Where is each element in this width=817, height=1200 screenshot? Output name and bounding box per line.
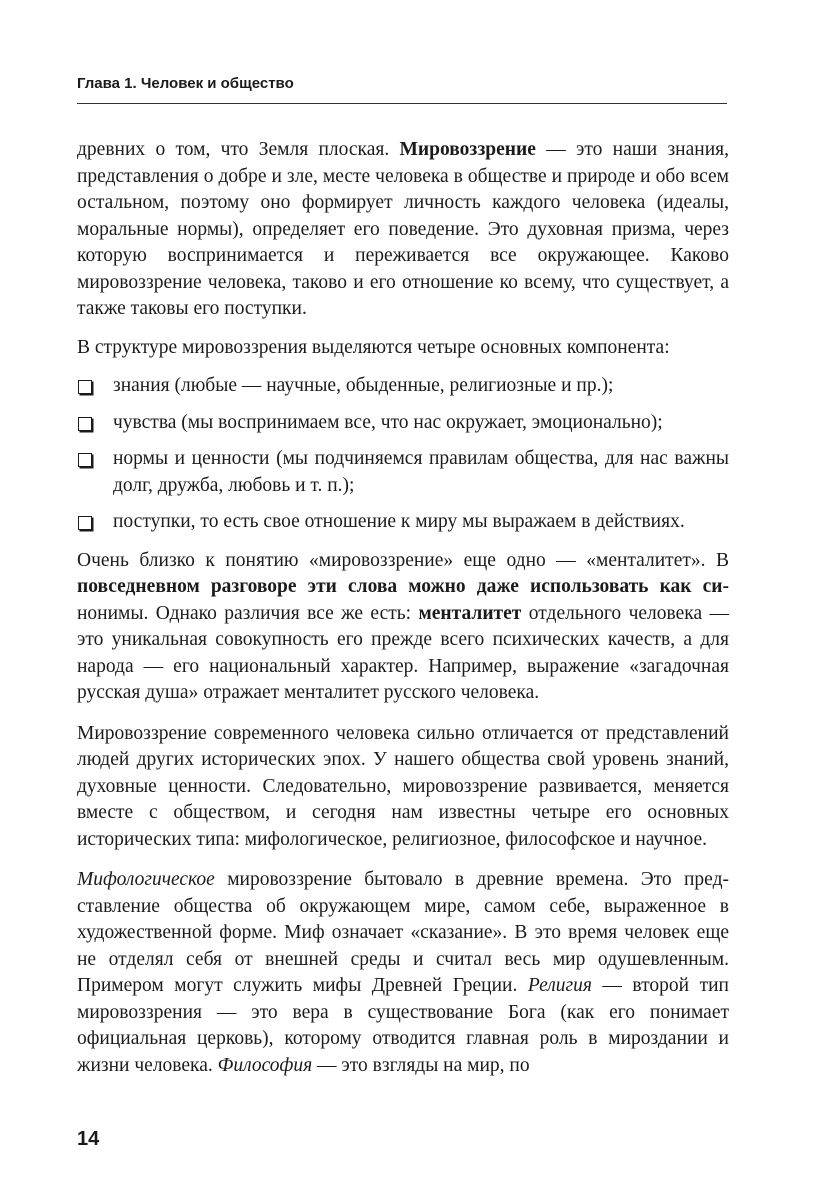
checkbox-bullet-icon xyxy=(78,417,92,431)
running-head-title: Глава 1. Человек и общество xyxy=(77,75,294,92)
paragraph-text: — это взгляды на мир, по xyxy=(312,1054,530,1076)
checkbox-bullet-icon xyxy=(78,380,92,394)
paragraph-mentality xyxy=(77,548,729,707)
checkbox-bullet-icon xyxy=(78,453,92,467)
paragraph-historical-types: Мировоззрение современного человека сильно отличается от представлений людей других исторических эпох. У нашего общества свой уровень знаний, духовные ценности. Следовательно, мировоззрение развивается, меняется вместе с обществом, и сегодня нам известны четыре его основных исторических типа: мифологическое, религиозное, философское и научное. xyxy=(77,722,729,850)
paragraph-lead-text: Очень близко к понятию «мировоззрение» еще одно — «менталитет». В xyxy=(77,549,729,571)
list-item xyxy=(77,373,729,400)
list-item-text: нормы и ценности (мы подчиняемся правилам общества, для нас важны долг, дружба, любовь и т. п.); xyxy=(113,448,729,496)
list-item-text: поступки, то есть свое отношение к миру мы выражаем в действиях. xyxy=(113,511,685,532)
paragraph-text: — это наши знания, представления о добре и зле, месте человека в обществе и природе и обо всем остальном, поэтому оно формирует личность каждого человека (идеалы, моральные нормы), определяет его поведение. Это духовная призма, через которую воспринимается и переживается все окружающее. Каково мировоззрение человека, таково и его отношение ко всему, что существует, а также таковы его поступки. xyxy=(77,139,729,319)
term-philosophy: Философия xyxy=(217,1054,313,1076)
paragraph-text: отдельного человека — это уникальная совокупность его прежде всего психических качеств, а для народа — его национальный характер. Например, выражение «загадочная русская душа» отражает менталитет русского человека. xyxy=(77,602,729,703)
paragraph-components-intro: В структуре мировоззрения выделяются четыре основных компонента: xyxy=(77,336,670,358)
checkbox-bullet-icon xyxy=(78,516,92,530)
paragraph-worldview-definition xyxy=(77,137,729,323)
bold-phrase: повседневном разговоре эти слова можно даже использовать как си xyxy=(77,576,729,597)
list-item xyxy=(77,509,729,536)
list-item-text: знания (любые — научные, обыденные, религиозные и пр.); xyxy=(113,375,614,396)
paragraph-lead-text: древних о том, что Земля плоская. xyxy=(77,139,400,160)
list-item-text: чувства (мы воспринимаем все, что нас окружает, эмоционально); xyxy=(113,411,663,433)
paragraph-text: нонимы. Однако различия все же есть: xyxy=(77,602,419,624)
term-mythological: Мифологическое xyxy=(77,869,215,890)
page-body xyxy=(77,137,729,1091)
worldview-components-list xyxy=(77,373,729,536)
term-religion: Религия xyxy=(527,975,592,996)
list-item xyxy=(77,446,729,499)
term-mentality: менталитет xyxy=(418,602,522,624)
term-worldview: Мировоззрение xyxy=(399,139,536,160)
list-item xyxy=(77,410,729,437)
paragraph-mythological xyxy=(77,867,729,1079)
header-divider xyxy=(77,103,727,104)
paragraph-text: мировоззрение бытовало в древние времена. Это представление общества об окружающем мире, самом себе, выраженное в художественной форме. Миф означает «сказание». В это время человек еще не отделял себя от внешней среды и считал весь мир одушевленным. Примером могут служить мифы Древней Греции. xyxy=(77,869,729,996)
page-number: 14 xyxy=(77,1128,100,1150)
paragraph-text: — второй тип мировоззрения — это вера в существование Бога (как его понимает официальная церковь), которому отводится главная роль в мироздании и жизни человека. xyxy=(77,975,729,1076)
